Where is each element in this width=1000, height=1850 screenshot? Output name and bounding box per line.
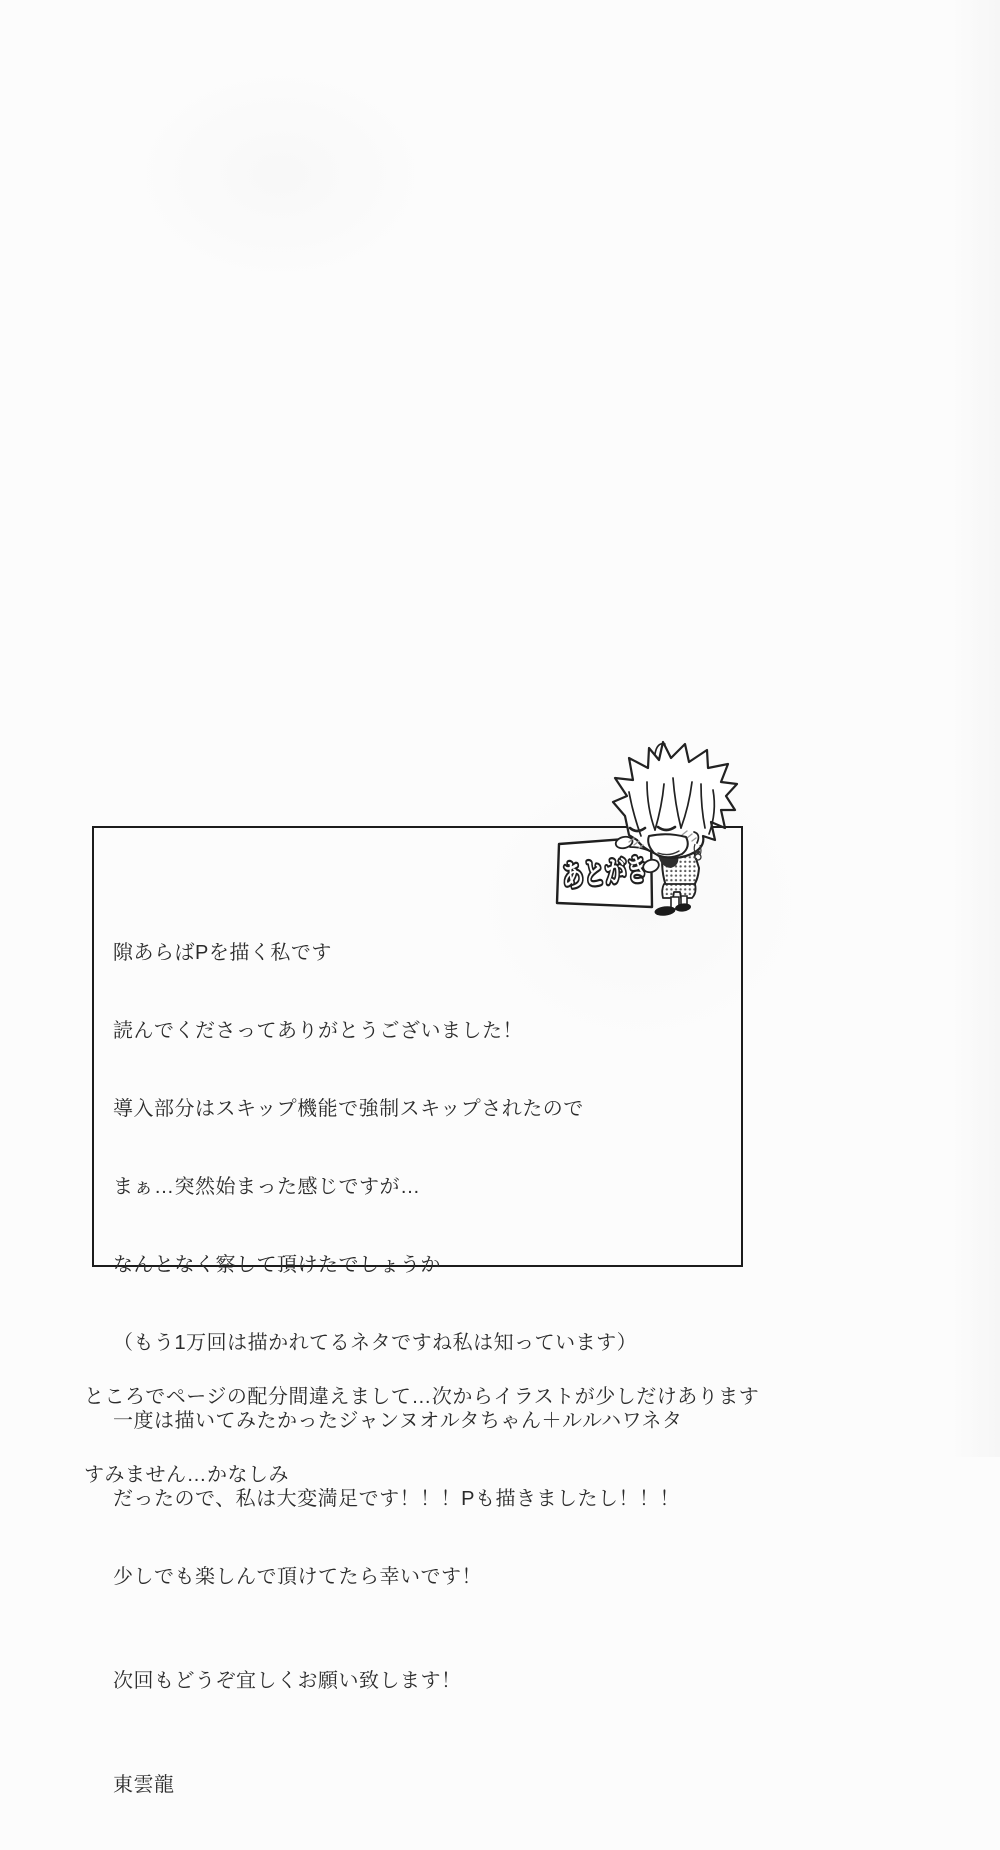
mascot-open-mouth <box>648 834 688 857</box>
afterword-line: 少しでも楽しんで頂けてたら幸いです！ <box>113 1566 482 1588</box>
afterword-line: 一度は描いてみたかったジャンヌオルタちゃん＋ルルハワネタ <box>113 1410 683 1432</box>
footer-note <box>84 1332 759 1540</box>
afterword-line: だったので、私は大変満足です！！！Pも描きましたし！！！ <box>113 1488 680 1510</box>
afterword-line: 隙あらばPを描く私です <box>113 942 332 964</box>
afterword-sign-label: あとがき <box>560 849 684 895</box>
afterword-line: （もう1万回は描かれてるネタですね私は知っています） <box>113 1332 638 1354</box>
footer-line: すみません…かなしみ <box>84 1464 289 1486</box>
footer-line: ところでページの配分間違えまして…次からイラストが少しだけあります <box>84 1386 760 1408</box>
author-signature: 東雲龍 <box>113 1774 175 1796</box>
chibi-mascot-illustration <box>545 740 745 920</box>
afterword-line: 導入部分はスキップ機能で強制スキップされたので <box>113 1098 584 1120</box>
afterword-closing: 次回もどうぞ宜しくお願い致します！ <box>113 1670 462 1692</box>
afterword-line: 読んでくださってありがとうございました！ <box>113 1020 523 1042</box>
afterword-line: まぁ…突然始まった感じですが… <box>113 1176 421 1198</box>
mascot-shorts <box>662 884 695 898</box>
afterword-line: なんとなく察して頂けたでしょうか <box>113 1254 441 1276</box>
